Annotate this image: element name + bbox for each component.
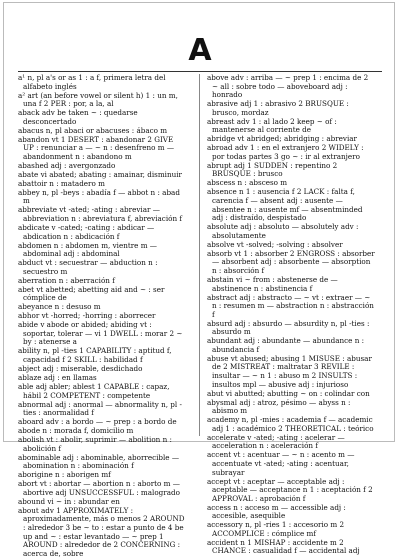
dictionary-entry: accelerate v -ated; -ating : acelerar — acceleration n : aceleración f [207,432,345,451]
dictionary-entry: abominable adj : abominable, aborrecible — abomination n : abominación f [18,452,180,471]
dictionary-entry: abysmal adj : atroz, pésimo — abyss n : abismo m [207,397,351,416]
dictionary-entry: absolute adj : absoluto — absolutely adv : absolutamente [207,222,359,240]
dictionary-entry: abreast adv 1 : al lado 2 keep ~ of : mantenerse al corriente de [207,116,337,135]
dictionary-entry: abort vt : abortar — abortion n : aborto m — abortive adj UNSUCCESSFUL : malogrado [18,479,180,497]
dictionary-entry: abate vi abated; abating : amainar, disminuir [18,169,182,179]
dictionary-entry: abdomen n : abdomen m, vientre m — abdominal adj : abdominal [18,240,157,259]
dictionary-entry: abeyance n : desuso m [18,302,101,312]
left-column [18,73,186,558]
dictionary-entry: access n : acceso m — accessible adj : accesible, asequible [207,502,346,521]
dictionary-entry: abundant adj : abundante — abundance n : abundancia f [207,336,365,354]
dictionary-entry: about adv 1 APPROXIMATELY : aproximadamente, más o menos 2 AROUND : alrededor 3 be ~ to : estar a punto de 4 be up and ~ : estar levantado — ~ prep 1 AROUND : alrededor de 2 CONCERNING : acerca de, sobre [18,505,185,558]
dictionary-entry: abuse vt abused; abusing 1 MISUSE : abusar de 2 MISTREAT : maltratar 3 REVILE : insultar — ~ n 1 : abuso m 2 INSULTS : insultos mpl — abusive adj : injurioso [207,353,372,389]
dictionary-entry: abrupt adj 1 SUDDEN : repentino 2 BRUSQUE : brusco [207,160,338,179]
section-letter: A [188,33,212,68]
dictionary-entry: abacus n, pl abaci or abacuses : ábaco m [18,125,168,135]
dictionary-entry: abode n : morada f, domicilio m [18,426,134,436]
dictionary-entry: abduct vt : secuestrar — abduction n : secuestro m [18,258,158,276]
dictionary-entry: able adj abler; ablest 1 CAPABLE : capaz, hábil 2 COMPETENT : competente [18,381,170,400]
header-rule [18,71,382,72]
dictionary-entry: abstain vi ~ from : abstenerse de — abstinence n : abstinencia f [207,274,338,293]
dictionary-entry: abbey n, pl -beys : abadía f — abbot n : abad m [18,187,180,206]
dictionary-entry: aberration n : aberración f [18,275,115,285]
dictionary-entry: abject adj : miserable, desdichado [18,364,143,374]
dictionary-entry: above adv : arriba — ~ prep 1 : encima de 2 ~ all : sobre todo — aboveboard adj : honrado [207,73,369,100]
dictionary-entry: absurd adj : absurdo — absurdity n, pl -ties : absurdo m [207,318,370,337]
dictionary-entry: abstract adj : abstracto — ~ vt : extraer — ~ n : resumen m — abstraction n : abstracción f [207,292,374,319]
dictionary-entry: a¹ n, pl a's or as 1 : a f, primera letra del alfabeto inglés [18,73,166,91]
dictionary-entry: accident n 1 MISHAP : accidente m 2 CHANCE : casualidad f — accidental adj [207,537,360,556]
dictionary-entry: ablaze adj : en llamas [18,373,97,382]
dictionary-entry: aboard adv : a bordo — ~ prep : a bordo de [18,417,177,427]
dictionary-entry: abandon vt 1 DESERT : abandonar 2 GIVE UP : renunciar a — ~ n : desenfreno m — abandonment n : abandono m [18,134,175,161]
dictionary-entry: accent vt : acentuar — ~ n : acento m — accentuate vt -ated; -ating : acentuar, subrayar [207,450,355,477]
dictionary-entry: academy n, pl -mies : academia f — academic adj 1 : académico 2 THEORETICAL : teórico [207,415,374,433]
dictionary-entry: abattoir n : matadero m [18,178,105,188]
dictionary-entry: abet vt abetted; abetting aid and ~ : ser cómplice de [18,284,165,303]
dictionary-entry: accessory n, pl -ries 1 : accesorio m 2 ACCOMPLICE : cómplice mf [207,520,345,538]
dictionary-entry: aback adv be taken ~ : quedarse desconcertado [18,108,138,126]
dictionary-entry: a² art (an before vowel or silent h) 1 : un m, una f 2 PER : por, a la, al [18,90,178,109]
dictionary-entry: abolish vt : abolir, suprimir — abolition n : abolición f [18,435,172,453]
dictionary-entry: absolve vt -solved; -solving : absolver [207,239,343,249]
dictionary-entry: abroad adv 1 : en el extranjero 2 WIDELY : por todas partes 3 go ~ : ir al extranjero [207,143,364,161]
dictionary-entry: abut vi abutted; abutting ~ on : colindar con [207,388,370,398]
dictionary-entry: abhor vt -horred; -horring : aborrecer [18,311,156,321]
dictionary-entry: aborigine n : aborigen mf [18,470,111,480]
column-divider [199,74,200,436]
dictionary-entry: abide v abode or abided; abiding vt : soportar, tolerar — vi 1 DWELL : morar 2 ~ by : atenerse a [18,320,183,347]
dictionary-entry: abridge vt abridged; abridging : abreviar [207,134,357,144]
right-column [207,73,375,556]
dictionary-entry: abbreviate vt -ated; -ating : abreviar — abbreviation n : abreviatura f, abreviación f [18,205,183,224]
dictionary-entry: abrasive adj 1 : abrasivo 2 BRUSQUE : brusco, mordaz [207,99,349,117]
dictionary-entry: ability n, pl -ties 1 CAPABILITY : aptitud f, capacidad f 2 SKILL : habilidad f [18,346,172,365]
dictionary-entry: absence n 1 : ausencia f 2 LACK : falta f, carencia f — absent adj : ausente — absentee n : ausente mf — absentminded adj : distraído, despistado [207,187,363,223]
dictionary-entry: abnormal adj : anormal — abnormality n, pl -ties : anormalidad f [18,399,182,418]
dictionary-entry: absorb vt 1 : absorber 2 ENGROSS : absorber — absorbent adj : absorbente — absorption n : absorción f [207,248,375,275]
dictionary-entry: abscess n : absceso m [207,178,288,188]
dictionary-entry: abashed adj : avergonzado [18,160,116,170]
dictionary-entry: accept vt : aceptar — acceptable adj : aceptable — acceptance n 1 : aceptación f 2 APPROVAL : aprobación f [207,476,373,503]
dictionary-entry: abdicate v -cated; -cating : abdicar — abdication n : abdicación f [18,223,155,241]
dictionary-entry: abound vi ~ in : abundar en [18,496,120,506]
